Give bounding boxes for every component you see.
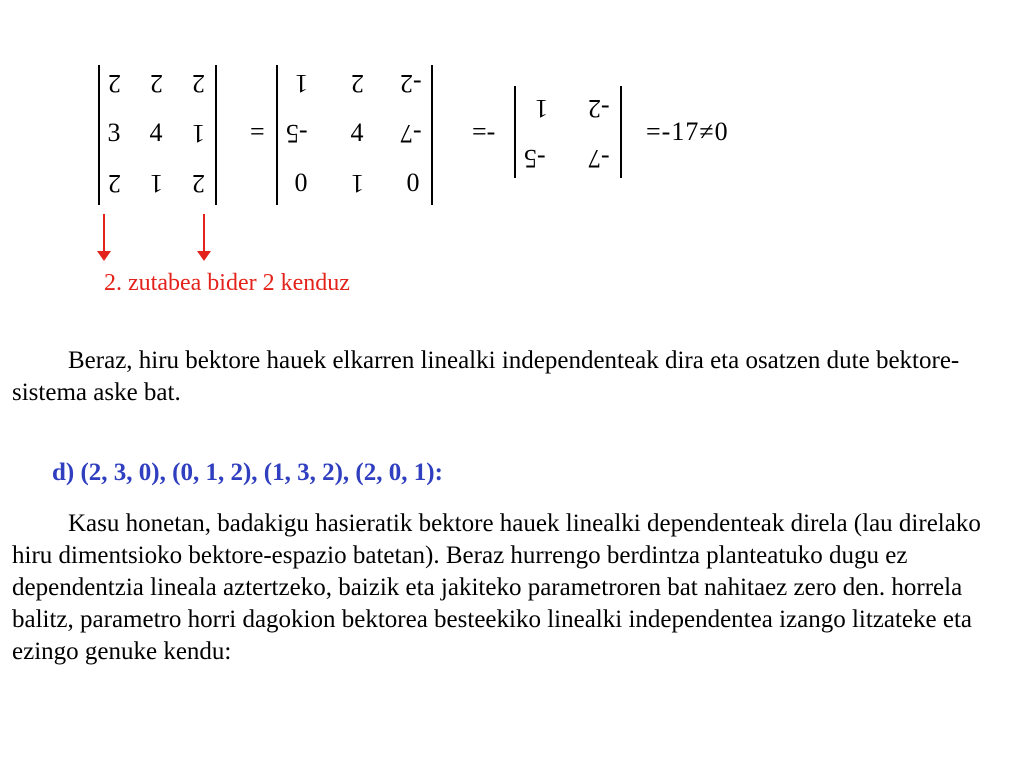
equals-sign-1: =: [250, 117, 265, 146]
conclusion-paragraph: Beraz, hiru bektore hauek elkarren linealki independenteak dira eta osatzen dute bektore-sistema aske bat.: [12, 347, 960, 406]
det1-cell: 2: [191, 169, 205, 198]
det2-cell: 0: [294, 168, 308, 197]
arrow-down-icon: [203, 214, 205, 252]
det1-left-bar: [98, 65, 100, 205]
det3-cell: 1: [534, 94, 548, 123]
det2-cell: 4: [350, 118, 364, 147]
det1-cell: 2: [107, 69, 121, 98]
det1-cell: 2: [107, 169, 121, 198]
det3-cell: -7: [588, 144, 610, 173]
arrow-down-icon: [103, 214, 105, 252]
det1-cell: 3: [107, 118, 121, 147]
det1-cell: 1: [149, 169, 163, 198]
det1-cell: 2: [149, 69, 163, 98]
column-operation-note: 2. zutabea bider 2 kenduz: [104, 270, 350, 296]
det1-cell: 1: [191, 119, 205, 148]
det1-cell: 2: [191, 69, 205, 98]
det2-cell: -2: [400, 69, 422, 98]
det2-cell: 2: [350, 69, 364, 98]
det3-left-bar: [514, 86, 516, 178]
det1-cell: 4: [149, 118, 163, 147]
det2-cell: 1: [350, 169, 364, 198]
det2-cell: 1: [294, 69, 308, 98]
det2-cell: -7: [400, 119, 422, 148]
det3-cell: -2: [588, 94, 610, 123]
det3-right-bar: [620, 86, 622, 178]
case-d-heading: d) (2, 3, 0), (0, 1, 2), (1, 3, 2), (2, 0, 1):: [52, 459, 443, 486]
result-expression: =-17≠0: [646, 117, 729, 146]
det1-right-bar: [215, 65, 217, 205]
equals-minus-sign: =-: [472, 117, 496, 146]
det2-left-bar: [276, 65, 278, 205]
det2-cell: -5: [286, 119, 308, 148]
case-d-paragraph: Kasu honetan, badakigu hasieratik bektore hauek linealki dependenteak direla (lau direlako hiru dimentsioko bektore-espazio batetan). Beraz hurrengo berdintza planteatuko dugu ez dependentzia lineala aztertzeko, baizik eta jakiteko parametroren bat nahitaez zero den. horrela balitz, parametro horri dagokion bektorea besteekiko linealki independentea izango litzateke eta ezingo genuke kendu:: [12, 510, 981, 665]
det2-right-bar: [431, 65, 433, 205]
det3-cell: -5: [524, 144, 546, 173]
det2-cell: 0: [406, 168, 420, 197]
